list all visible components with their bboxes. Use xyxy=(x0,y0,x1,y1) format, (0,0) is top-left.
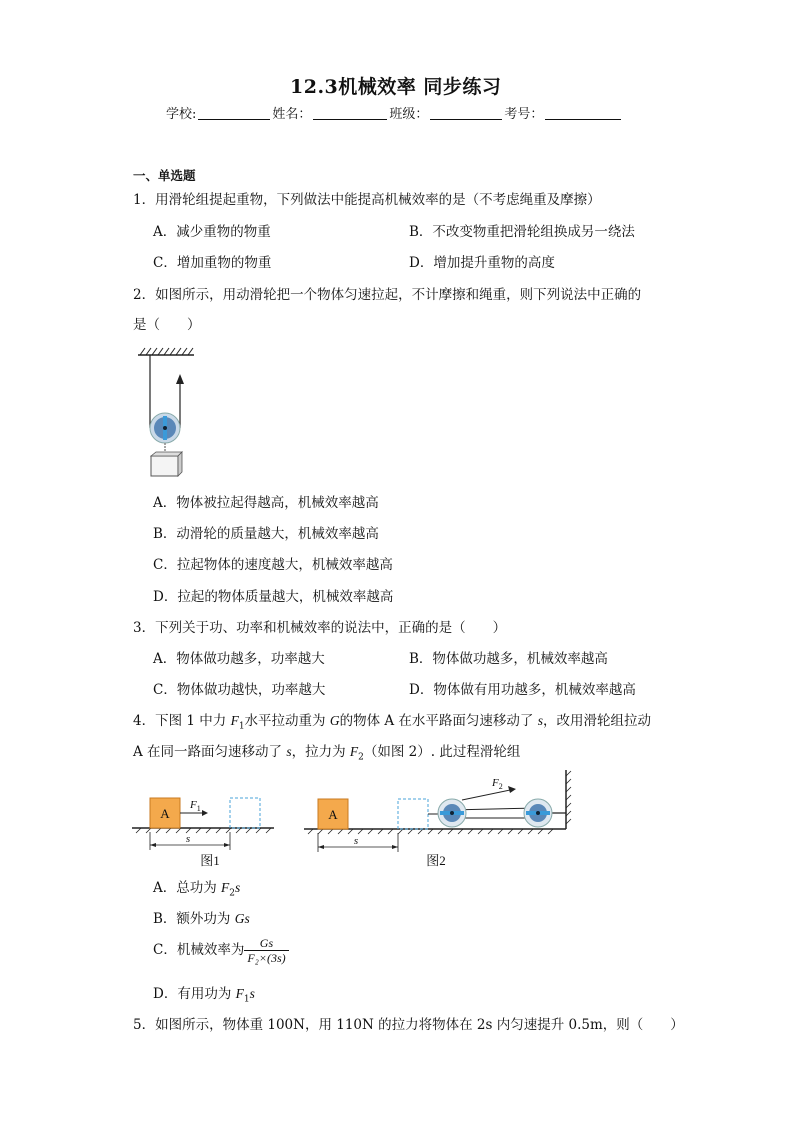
q3-option-c[interactable]: C．物体做功越快，功率越大 xyxy=(153,682,326,698)
fig1-caption: 图1 xyxy=(200,853,220,868)
q2-option-c[interactable]: C．拉起物体的速度越大，机械效率越高 xyxy=(153,557,393,573)
q1-option-d[interactable]: D．增加提升重物的高度 xyxy=(409,255,555,271)
q2-option-d[interactable]: D．拉起的物体质量越大，机械效率越高 xyxy=(153,589,394,605)
q2-pulley-figure xyxy=(136,346,200,480)
fig1-force-label: $F_1$ xyxy=(190,799,201,813)
page-title: 12.3机械效率 同步练习 xyxy=(290,76,502,98)
q4-option-a[interactable]: A．总功为 $F_2s$ xyxy=(153,880,241,899)
fig1-block-label: A xyxy=(160,806,170,821)
q4-figure-1 xyxy=(128,788,280,872)
q3-stem: 3．下列关于功、功率和机械效率的说法中，正确的是（ ） xyxy=(133,620,507,636)
q2-option-a[interactable]: A．物体被拉起得越高，机械效率越高 xyxy=(153,495,379,511)
q2-option-b[interactable]: B．动滑轮的质量越大，机械效率越高 xyxy=(153,526,379,542)
fig2-caption: 图2 xyxy=(426,853,446,868)
q5-stem: 5．如图所示，物体重 100N，用 110N 的拉力将物体在 2s 内匀速提升 0.5m，则（ ） xyxy=(133,1017,684,1033)
school-blank[interactable] xyxy=(198,107,270,120)
student-info-line xyxy=(166,103,623,122)
q2-stem-line1: 2．如图所示，用动滑轮把一个物体匀速拉起，不计摩擦和绳重，则下列说法中正确的 xyxy=(133,287,642,303)
q4-option-d[interactable]: D．有用功为 $F_1s$ xyxy=(153,986,255,1005)
exam-no-label: 考号： xyxy=(504,107,544,122)
class-label: 班级： xyxy=(389,107,429,122)
fig2-block-label: A xyxy=(328,807,338,822)
q1-stem: 1．用滑轮组提起重物，下列做法中能提高机械效率的是（不考虑绳重及摩擦） xyxy=(133,192,601,208)
q3-option-a[interactable]: A．物体做功越多，功率越大 xyxy=(153,651,325,667)
q2-stem-line2: 是（ ） xyxy=(133,317,201,333)
q1-option-b[interactable]: B．不改变物重把滑轮组换成另一绕法 xyxy=(409,224,635,240)
q1-option-c[interactable]: C．增加重物的物重 xyxy=(153,255,272,271)
fig2-distance-label: s xyxy=(353,835,359,847)
q4-option-b[interactable]: B．额外功为 Gs xyxy=(153,911,250,927)
efficiency-fraction: $\frac{Gs}{\text{F₂×(3s)}}$ xyxy=(244,936,288,965)
q1-option-a[interactable]: A．减少重物的物重 xyxy=(153,224,271,240)
class-blank[interactable] xyxy=(430,107,502,120)
fig1-distance-label: s xyxy=(185,833,191,845)
q3-option-d[interactable]: D．物体做有用功越多，机械效率越高 xyxy=(409,682,636,698)
name-blank[interactable] xyxy=(313,107,387,120)
exam-no-blank[interactable] xyxy=(545,107,621,120)
q4-option-c[interactable]: C．机械效率为 $\frac{Gs}{\text{F₂×(3s)}}$ xyxy=(153,936,289,965)
q4-figure-2 xyxy=(300,768,576,872)
q4-stem-line2: A 在同一路面匀速移动了 s，拉力为 $F_2$（如图 2）. 此过程滑轮组 xyxy=(133,744,521,763)
section-heading: 一、单选题 xyxy=(133,168,196,183)
school-label: 学校: xyxy=(166,107,197,122)
q3-option-b[interactable]: B．物体做功越多，机械效率越高 xyxy=(409,651,608,667)
fig2-force-label: $F_2$ xyxy=(492,777,503,791)
q4-stem-line1: 4．下图 1 中力 $F_1$水平拉动重为 G的物体 A 在水平路面匀速移动了 s，改用滑轮组拉动 xyxy=(133,713,651,732)
name-label: 姓名： xyxy=(272,107,312,122)
